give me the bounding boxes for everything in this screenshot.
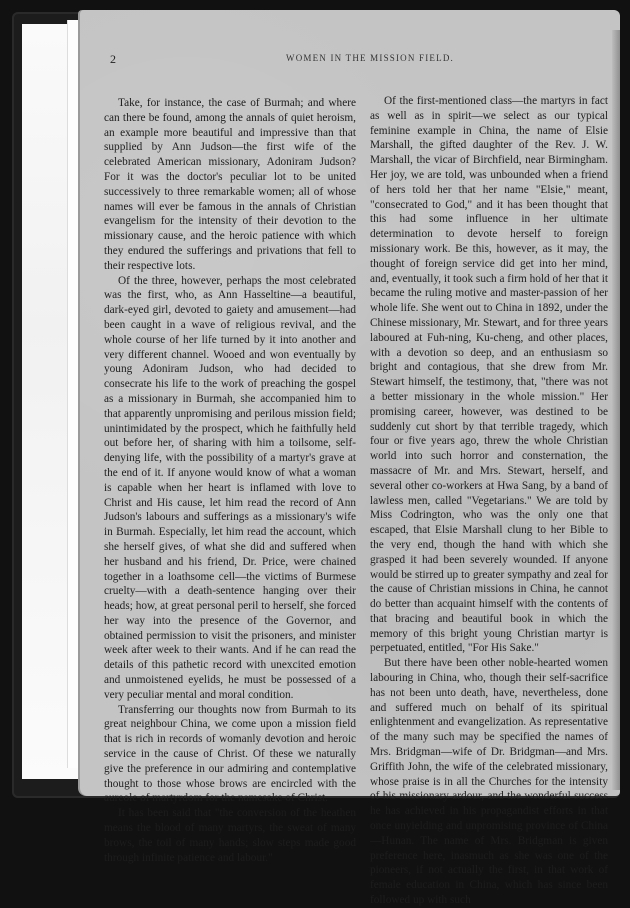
paragraph: But there have been other noble-hearted women labouring in China, who, though their self-sacrifice has not been unto death, have, nevertheless, done and suffered much on behalf of its spiritual enlightenment and evangelization. As representative of the many such may be specified the names of Mrs. Bridgman—wife of Dr. Bridgman—and Mrs. Griffith John, the wife of the celebrated missionary, whose praise is in all the Churches for the intensity of his missionary ardour, and the wonderful success he has achieved in his propagandist efforts in that once unyielding and unpromising province of China—Hunan. The name of Mrs. Bridgman is given preference here, inasmuch as she was one of the pioneers, if not actually the first, in that work of female education in China, which has since been followed up with such [370,657,608,907]
left-column [104,96,356,865]
running-head [80,47,620,66]
paragraph: It has been said that "the conversion of the heathen means the blood of many martyrs, the sweat of many brows, the toil of many hands; slow steps made good through infinite patience and labour." [104,807,356,864]
paragraph: Transferring our thoughts now from Burmah to its great neighbour China, we come upon a mission field that is rich in records of womanly devotion and heroic service in the cause of Christ. Of these we naturally give the preference in our admiring and contemplative thought to those whose brows are encircled with the aureole of martyrdom for the namesake of Christ. [104,703,356,805]
page-edge [612,30,620,790]
paragraph: Of the three, however, perhaps the most celebrated was the first, who, as Ann Hasseltine—a beautiful, dark-eyed girl, devoted to gaiety and amusement—had been caught in a wave of religious revival, and the whole course of her life turned by it into another and very different channel. Wooed and won eventually by young Adoniram Judson, who had decided to consecrate his life to the work of preaching the gospel as a missionary in Burmah, she accompanied him to that apparently unpromising and perilous mission field; unintimidated by the prospect, which he faithfully held out before her, of sharing with him a toilsome, self-denying life, with the possibility of a martyr's grave at the end of it. If anyone would know of what a woman is capable when her heart is inflamed with love to Christ and His cause, let him read the record of Ann Judson's labours and sufferings as a missionary's wife in Burmah. Especially, let him read the account, which she herself gives, of what she did and suffered when her husband and his friend, Dr. Price, were chained together in a loathsome cell—the victims of Burmese cruelty—with a death-sentence hanging over their heads; how, at great personal peril to herself, she forced her way into the presence of the Governor, and obtained permission to visit the prisoners, and minister week after week to their wants. And if he can read the details of this pathetic record with unexcited emotion and unmoistened eyelids, he must be possessed of a very peculiar mental and moral condition. [104,274,356,701]
paragraph: Of the first-mentioned class—the martyrs in fact as well as in spirit—we select as our typical feminine example in China, the name of Elsie Marshall, the gifted daughter of the Rev. J. W. Marshall, the vicar of Birchfield, near Birmingham. Her joy, we are told, was unbounded when a friend of hers told her that her name "Elsie," meant, "consecrated to God," and it has been thought that this had some influence in her ultimate determination to devote herself to foreign missionary work. Be this, however, as it may, the thought of foreign service did get into her mind, and, eventually, it took such a firm hold of her that it became the ruling motive and master-passion of her whole life. She went out to China in 1892, under the Chinese missionary, Mr. Stewart, and for three years laboured at Fuh-ning, Ku-cheng, and other places, with a devotion so deep, and an enthusiasm so bright and contagious, that she drew from Mr. Stewart himself, the testimony, that, "there was not a better missionary in the whole mission." Her promising career, however, was destined to be suddenly cut short by that terrible tragedy, which four or five years ago, threw the whole Christian world into such horror and consternation, the massacre of Mr. and Mrs. Stewart, herself, and several other co-workers at Hwa Sang, by a band of lawless men, called "Vegetarians." We are told by Miss Codrington, who was the only one that escaped, that Elsie Marshall clung to her Bible to the very end, though the hand with which she grasped it had been severely wounded. If anyone would be stirred up to greater sympathy and zeal for the cause of Christian missions in China, he cannot do better than acquaint himself with the contents of that bracing and beautiful book in which the memory of this bright young Christian martyr is perpetuated, entitled, "For His Sake." [370,95,609,655]
paragraph: Take, for instance, the case of Burmah; and where can there be found, among the annals of quiet heroism, an example more beautiful and impressive than that supplied by Ann Judson—the first wife of the celebrated American missionary, Adoniram Judson? For it was the doctor's peculiar lot to be united successively to three remarkable women; all of whose names will ever be famous in the annals of Christian evangelism for the intensity of their devotion to the missionary cause, and the heroic patience with which they endured the sufferings and privations that fell to their respective lots. [104,97,356,272]
book-page [80,10,620,907]
running-head-title: WOMEN IN THE MISSION FIELD. [286,53,454,63]
right-column [370,94,608,908]
page-number: 2 [110,52,116,66]
